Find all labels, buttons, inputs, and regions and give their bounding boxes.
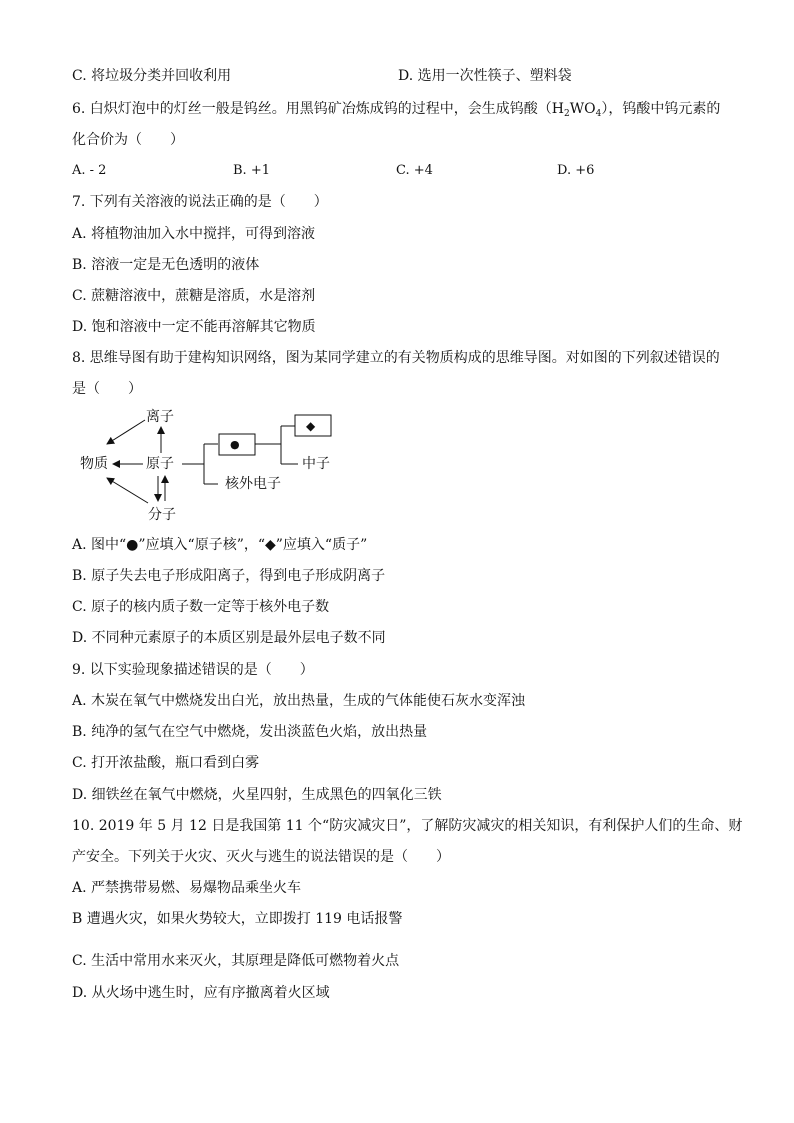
- arrow-molecule-to-substance: [107, 478, 148, 503]
- node-ion: 离子: [146, 409, 174, 425]
- arrow-ion-to-substance: [107, 420, 145, 444]
- q8-stem-line1: 8. 思维导图有助于建构知识网络，图为某同学建立的有关物质构成的思维导图。对如图的下列叙述错误的: [72, 350, 720, 366]
- q6-stem-pre: 6. 白炽灯泡中的灯丝一般是钨丝。用黑钨矿冶炼成钨的过程中，会生成钨酸（H: [72, 101, 565, 117]
- q6-option-c: C. +4: [396, 163, 433, 178]
- q6-stem-post: ），钨酸中钨元素的: [601, 101, 721, 117]
- diamond-symbol: ◆: [306, 419, 316, 433]
- q6-option-b: B. +1: [233, 163, 270, 178]
- q9-option-d: D. 细铁丝在氧气中燃烧，火星四射，生成黑色的四氧化三铁: [72, 787, 442, 803]
- dot-symbol: ●: [230, 438, 240, 451]
- q6-sub2: 4: [595, 109, 602, 119]
- q8-option-a: A. 图中“●”应填入“原子核”，“◆”应填入“质子”: [72, 537, 368, 553]
- q7-stem: 7. 下列有关溶液的说法正确的是（ ）: [72, 194, 328, 210]
- node-substance: 物质: [80, 456, 108, 472]
- node-neutron: 中子: [302, 456, 330, 472]
- q6-stem-line2: 化合价为（ ）: [72, 132, 184, 148]
- q8-option-c: C. 原子的核内质子数一定等于核外电子数: [72, 599, 330, 615]
- node-atom: 原子: [146, 456, 174, 472]
- q5-option-d: D. 选用一次性筷子、塑料袋: [398, 68, 572, 84]
- q9-option-b: B. 纯净的氢气在空气中燃烧，发出淡蓝色火焰，放出热量: [72, 724, 428, 740]
- q7-option-d: D. 饱和溶液中一定不能再溶解其它物质: [72, 319, 316, 335]
- q5-option-c: C. 将垃圾分类并回收利用: [72, 68, 232, 84]
- q10-stem-line2: 产安全。下列关于火灾、灭火与逃生的说法错误的是（ ）: [72, 849, 450, 865]
- q10-stem-line1: 10. 2019 年 5 月 12 日是我国第 11 个“防灾减灾日”，了解防灾减灾的相关知识，有利保护人们的生命、财: [72, 818, 743, 834]
- q9-option-c: C. 打开浓盐酸，瓶口看到白雾: [72, 755, 260, 771]
- q6-option-a: A. - 2: [72, 163, 107, 178]
- q7-option-b: B. 溶液一定是无色透明的液体: [72, 257, 260, 273]
- q10-option-b: B 遭遇火灾，如果火势较大，立即拨打 119 电话报警: [72, 911, 403, 927]
- q9-stem: 9. 以下实验现象描述错误的是（ ）: [72, 662, 314, 678]
- node-electron: 核外电子: [225, 476, 281, 492]
- q8-option-b: B. 原子失去电子形成阳离子，得到电子形成阴离子: [72, 568, 386, 584]
- q6-option-d: D. +6: [557, 163, 595, 178]
- q8-option-d: D. 不同种元素原子的本质区别是最外层电子数不同: [72, 630, 386, 646]
- q10-option-d: D. 从火场中逃生时，应有序撤离着火区域: [72, 985, 330, 1001]
- q10-option-a: A. 严禁携带易燃、易爆物品乘坐火车: [72, 880, 302, 896]
- q6-formula-mid: WO: [569, 101, 596, 117]
- q8-stem-line2: 是（ ）: [72, 381, 142, 397]
- q7-option-c: C. 蔗糖溶液中，蔗糖是溶质，水是溶剂: [72, 288, 316, 304]
- node-molecule: 分子: [148, 507, 176, 523]
- q7-option-a: A. 将植物油加入水中搅拌，可得到溶液: [72, 226, 316, 242]
- q6-sub1: 2: [564, 109, 570, 119]
- q10-option-c: C. 生活中常用水来灭火，其原理是降低可燃物着火点: [72, 953, 400, 969]
- q9-option-a: A. 木炭在氧气中燃烧发出白光，放出热量，生成的气体能使石灰水变浑浊: [72, 693, 526, 709]
